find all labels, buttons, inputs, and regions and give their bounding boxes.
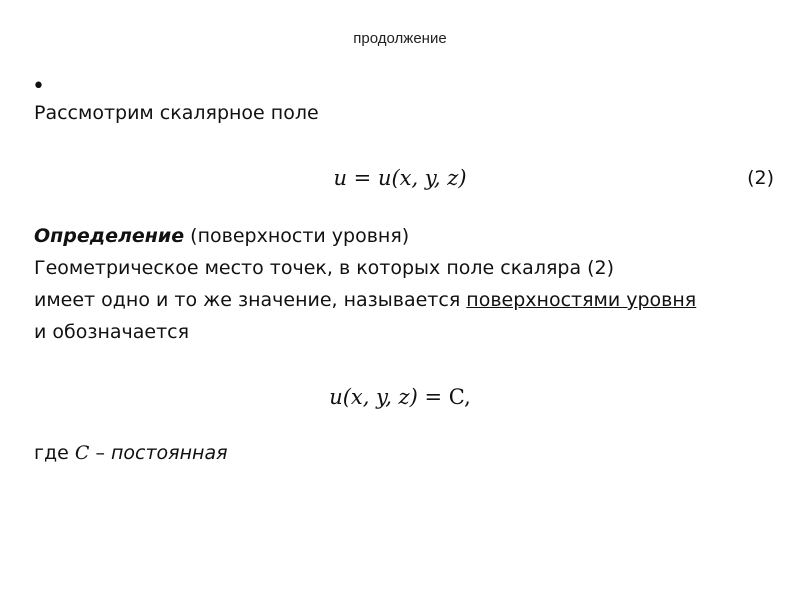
definition-line-2-prefix: имеет одно и то же значение, называется bbox=[34, 289, 467, 311]
bullet-point: • bbox=[32, 74, 45, 99]
level-surfaces-term: поверхностями уровня bbox=[466, 289, 697, 311]
note-prefix: где bbox=[34, 442, 75, 464]
formula2-constant: C bbox=[448, 385, 465, 409]
formula2-arguments: (x, y, z) bbox=[342, 385, 418, 409]
formula-scalar-field bbox=[0, 164, 800, 192]
intro-text: Рассмотрим скалярное поле bbox=[34, 102, 319, 124]
definition-heading bbox=[34, 223, 409, 249]
note-dash: – bbox=[89, 442, 111, 464]
equation-number: (2) bbox=[747, 167, 774, 189]
note-text: постоянная bbox=[111, 442, 228, 464]
definition-line-2 bbox=[34, 287, 696, 313]
definition-line-3: и обозначается bbox=[34, 321, 190, 343]
definition-qualifier: (поверхности уровня) bbox=[184, 225, 410, 247]
note-symbol: C bbox=[74, 442, 90, 464]
formula2-function: u bbox=[329, 385, 343, 409]
formula-arguments: (x, y, z) bbox=[391, 166, 467, 190]
formula-equals: = bbox=[346, 166, 378, 190]
slide-header-title: продолжение bbox=[353, 30, 447, 47]
formula2-equals: = bbox=[417, 385, 449, 409]
constant-note bbox=[34, 440, 228, 466]
formula-level-surface bbox=[0, 383, 800, 411]
formula2-suffix: , bbox=[464, 385, 471, 409]
formula-lhs: u bbox=[333, 166, 347, 190]
definition-line-1: Геометрическое место точек, в которых поле скаляра (2) bbox=[34, 257, 615, 279]
definition-term: Определение bbox=[34, 225, 185, 247]
formula-function: u bbox=[377, 166, 392, 190]
